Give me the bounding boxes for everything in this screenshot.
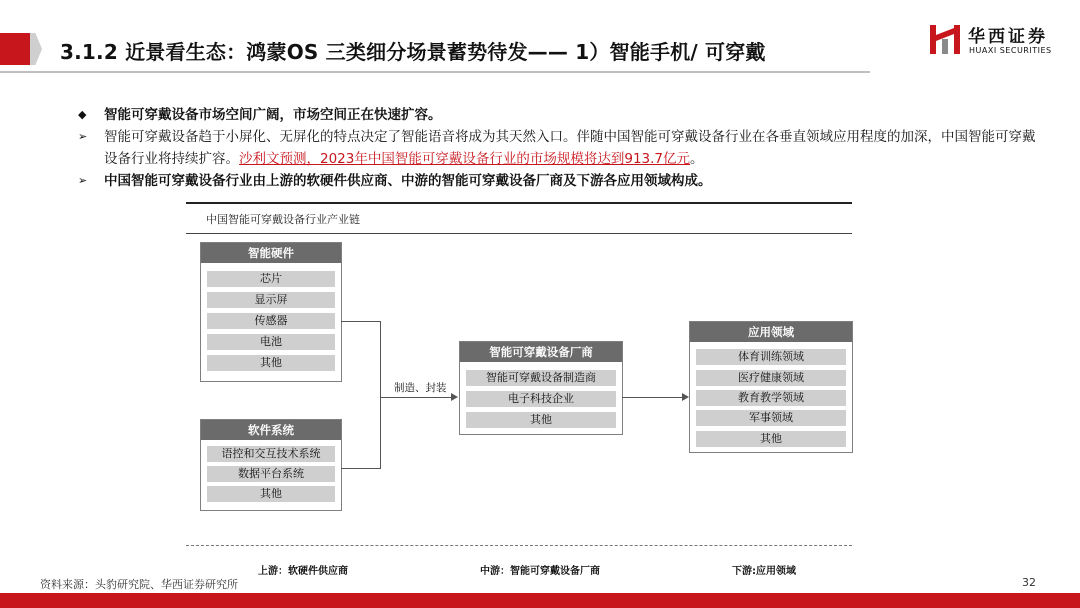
midstream-item: 电子科技企业 xyxy=(466,391,616,407)
bullet-text: 中国智能可穿戴设备行业由上游的软硬件供应商、中游的智能可穿戴设备厂商及下游各应用领域构成。 xyxy=(104,173,712,189)
midstream-item: 其他 xyxy=(466,412,616,428)
hardware-item: 显示屏 xyxy=(207,292,335,308)
arrow-bullet-icon: ➢ xyxy=(78,130,88,143)
software-item: 其他 xyxy=(207,486,335,502)
midstream-item: 智能可穿戴设备制造商 xyxy=(466,370,616,386)
downstream-box-title: 应用领域 xyxy=(690,322,852,342)
hardware-box xyxy=(200,242,342,382)
huaxi-logo-icon xyxy=(928,22,962,56)
page-number: 32 xyxy=(1022,576,1036,589)
slide-title: 3.1.2 近景看生态：鸿蒙OS 三类细分场景蓄势待发—— 1）智能手机/ 可穿戴 xyxy=(60,40,766,64)
arrow-bullet-icon: ➢ xyxy=(78,174,88,187)
connector-line xyxy=(341,321,380,322)
connector-line xyxy=(380,321,381,469)
hardware-item: 芯片 xyxy=(207,271,335,287)
footer-downstream-label: 下游:应用领域 xyxy=(732,566,796,577)
downstream-item: 军事领域 xyxy=(696,410,846,426)
process-label: 制造、封装 xyxy=(394,382,447,394)
source-note: 资料来源：头豹研究院、华西证券研究所 xyxy=(40,578,238,591)
downstream-item: 教育教学领域 xyxy=(696,390,846,406)
connector-line xyxy=(341,468,380,469)
downstream-item: 其他 xyxy=(696,431,846,447)
downstream-item: 医疗健康领域 xyxy=(696,370,846,386)
industry-chain-diagram xyxy=(186,202,854,577)
logo-chinese-text: 华西证券 xyxy=(968,27,1048,47)
footer-upstream-label: 上游：软硬件供应商 xyxy=(258,566,348,577)
software-item: 数据平台系统 xyxy=(207,466,335,482)
bullet-text: 智能可穿戴设备趋于小屏化、无屏化的特点决定了智能语音将成为其天然入口。伴随中国智能可穿戴设备行业在各垂直领域应用程度的加深，中国智能可穿戴设备行业将持续扩容。 xyxy=(104,129,1036,167)
downstream-box xyxy=(689,321,853,453)
software-box-title: 软件系统 xyxy=(201,420,341,440)
midstream-box xyxy=(459,341,623,435)
bullet-item-2 xyxy=(78,126,1038,170)
bullet-item-1 xyxy=(78,104,1038,126)
diagram-dashed-divider xyxy=(186,545,852,546)
hardware-item: 传感器 xyxy=(207,313,335,329)
downstream-item: 体育训练领域 xyxy=(696,349,846,365)
huaxi-logo xyxy=(928,22,1068,62)
arrow-right-icon xyxy=(682,393,689,401)
title-underline xyxy=(0,71,870,73)
software-item: 语控和交互技术系统 xyxy=(207,446,335,462)
arrow-right-icon xyxy=(451,393,458,401)
footer-midstream-label: 中游：智能可穿戴设备厂商 xyxy=(480,566,600,577)
connector-line xyxy=(380,397,452,398)
bullet-list xyxy=(78,104,1038,192)
software-box xyxy=(200,419,342,511)
diagram-top-rule xyxy=(186,202,852,204)
hardware-item: 其他 xyxy=(207,355,335,371)
connector-line xyxy=(622,397,683,398)
bullet-text: 智能可穿戴设备市场空间广阔，市场空间正在快速扩容。 xyxy=(104,107,442,123)
logo-english-text: HUAXI SECURITIES xyxy=(969,46,1052,55)
title-accent-grey xyxy=(30,33,42,65)
hardware-box-title: 智能硬件 xyxy=(201,243,341,263)
bullet-highlight-text: 沙利文预测，2023年中国智能可穿戴设备行业的市场规模将达到913.7亿元 xyxy=(239,151,691,167)
midstream-box-title: 智能可穿戴设备厂商 xyxy=(460,342,622,362)
diagram-caption: 中国智能可穿戴设备行业产业链 xyxy=(206,213,360,226)
hardware-item: 电池 xyxy=(207,334,335,350)
bullet-text-tail: 。 xyxy=(690,151,704,167)
diagram-caption-rule xyxy=(186,233,852,234)
bullet-item-3 xyxy=(78,170,1038,192)
diamond-bullet-icon: ◆ xyxy=(78,108,87,121)
footer-bar xyxy=(0,593,1080,608)
